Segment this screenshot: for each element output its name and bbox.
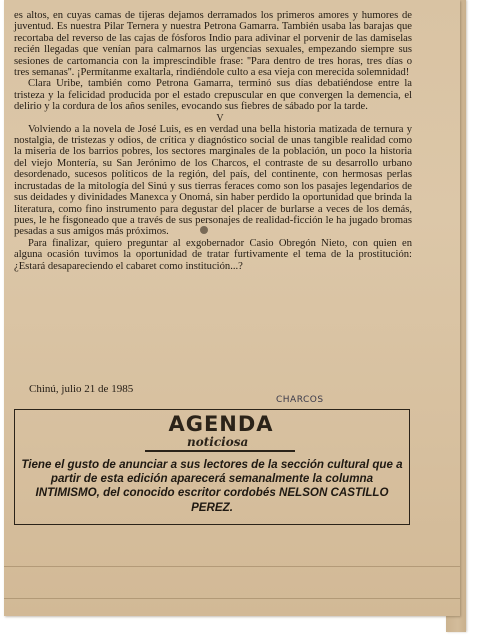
ad-logo-title: AGENDA [168, 412, 274, 436]
dateline: Chinú, julio 21 de 1985 [29, 383, 134, 395]
fold-line [4, 598, 460, 599]
section-number: V [216, 112, 224, 124]
fold-line [4, 566, 460, 567]
handwritten-note: CHARCOS [276, 395, 324, 405]
announcement-box [14, 409, 410, 525]
article-body [14, 10, 412, 272]
article-paragraph: Volviendo a la novela de José Luis, es en verdad una bella historia matizada de ternura y nostalgia, de tristezas y odios, de crítica y diagnóstico social de unas tangible realidad como la miseria de los barrios pobres, los sectores marginales de la población, un poco la historia del viejo Montería, su San Jerónimo de los Charcos, el contraste de su desarrollo urbano desordenado, sucesos políticos de la región, del país, del continente, con hermosas perlas incrustadas de la mitología del Sinú y sus tierras feraces como son los pasajes legendarios de sus deidades y divinidades Manexca y Onomá, sin haber perdido la oportunidad que brinda la literatura, como fino instrumento para degustar del placer de burlarse a veces de los demás, pues, le he fisgoneado que a través de sus personajes de realidad-ficción le ha jugado bromas pesadas a sus amigos más próximos. [14, 123, 412, 238]
ink-stain [200, 226, 208, 234]
article-paragraph: Clara Uribe, también como Petrona Gamarra, terminó sus días debatiéndose entre la tristeza y la felicidad producida por el estado crepuscular en que convergen la demencia, el delirio y la cordura de los años seniles, evocando sus fiebres de sábado por la tarde. [14, 78, 412, 113]
ad-text: Tiene el gusto de anunciar a sus lectores de la sección cultural que a partir de esta edición aparecerá semanalmente la columna INTIMISMO, del conocido escritor cordobés NELSON CASTILLO PEREZ. [21, 458, 403, 514]
ad-logo-subtitle: noticiosa [187, 435, 249, 449]
article-paragraph: Para finalizar, quiero preguntar al exgobernador Casio Obregón Nieto, con quien en alguna ocasión tuvimos la oportunidad de tratar furtivamente el tema de la prostitución: ¿Estará desapareciendo el cabaret como institución...? [14, 237, 412, 272]
article-paragraph: es altos, en cuyas camas de tijeras dejamos derramados los primeros amores y humores de juventud. Es nuestra Pilar Ternera y nuestra Petrona Gamarra. También usaba las barajas que recortaba del reverso de las cajas de fósforos Indio para adivinar el porvenir de las damiselas recién llegadas que venían para calmarnos las urgencias sexuales, empezando siempre sus sesiones de cartomancia con la imprescindible frase: ''Para dentro de tres horas, tres días o tres semanas''. ¡Permítanme exaltarla, rindiéndole culto a esa vieja con merecida solemnidad! [14, 10, 412, 79]
ad-logo-underline [145, 450, 295, 452]
